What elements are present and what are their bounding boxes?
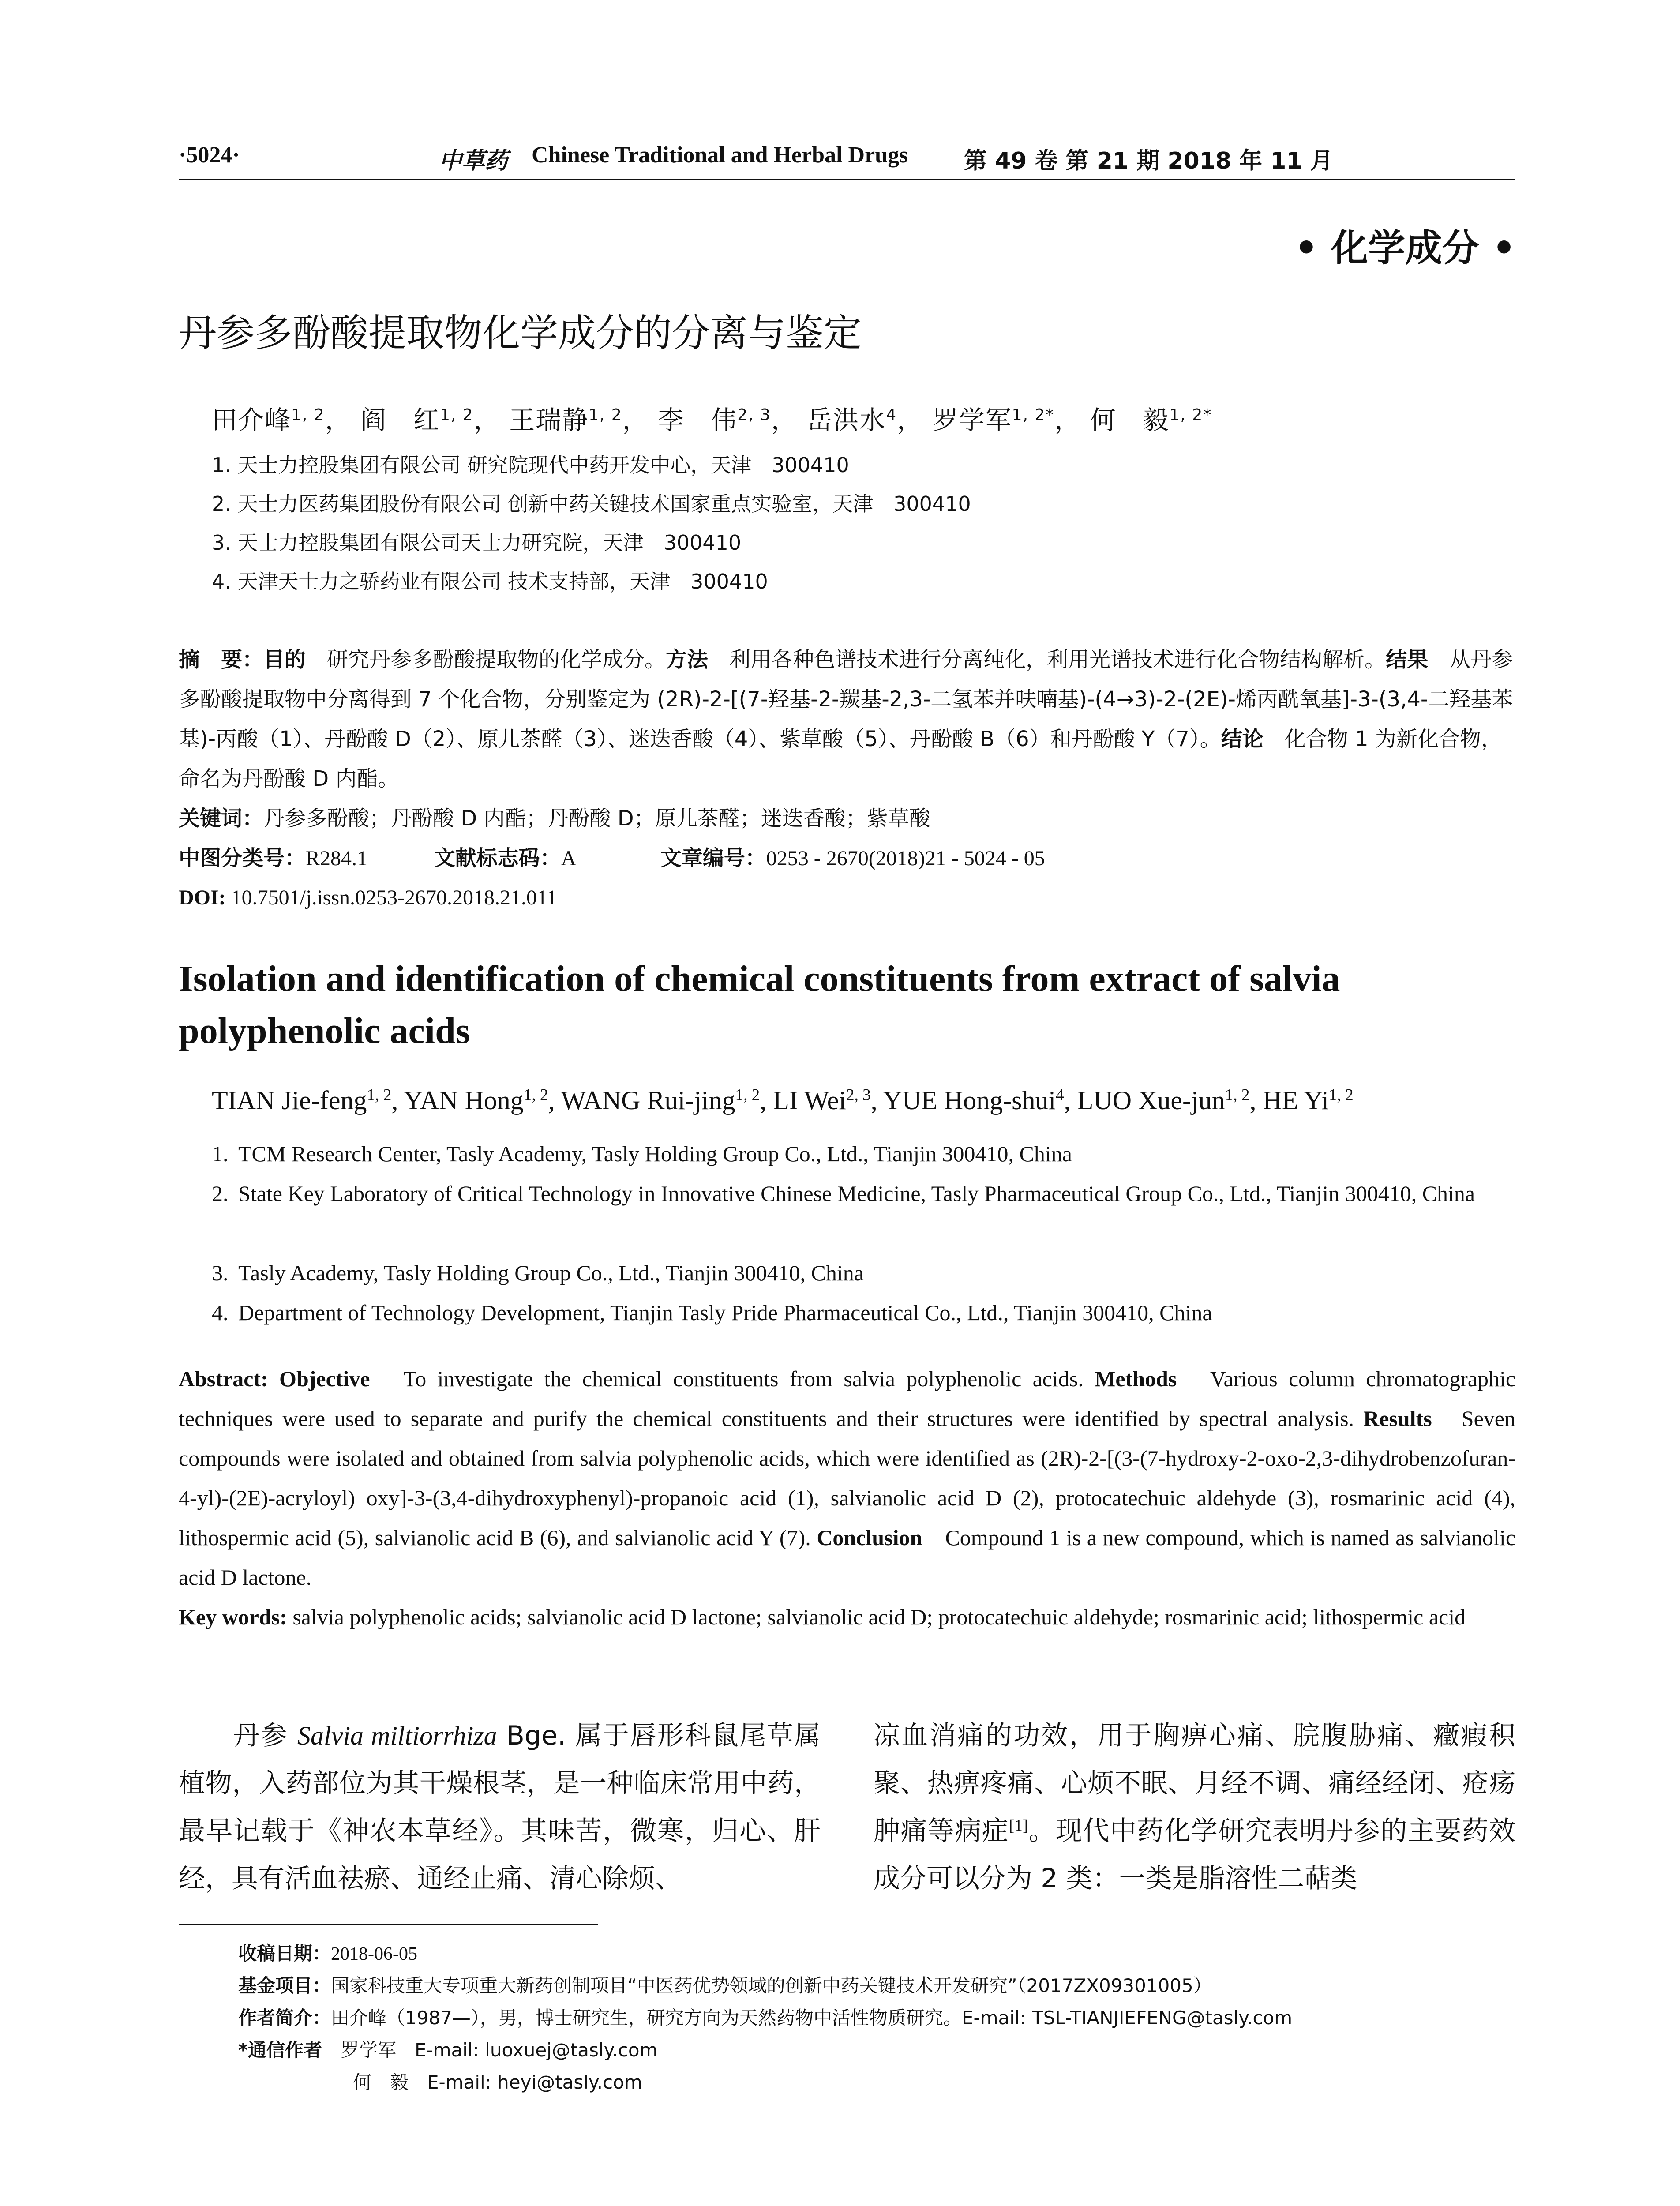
- reference-marker[interactable]: [1]: [1009, 1816, 1028, 1835]
- affiliation-text: Tasly Academy, Tasly Holding Group Co., Ltd., Tianjin 300410, China: [238, 1261, 864, 1285]
- footnote-received: [238, 1939, 417, 1966]
- results-text: Seven compounds were isolated and obtained from salvia polyphenolic acids, which were identified as (2R)-2-[(3-(7-hydroxy-2-oxo-2,3-dihydrobenzofuran-4-yl)-(2E)-acryloyl) oxy]-3-(3,4-dihydroxyphenyl)-propanoic acid (1), salvianolic acid D (2), protocatechuic aldehyde (3), rosmarinic acid (4), lithospermic acid (5), salvianolic acid B (6), and salvianolic acid Y (7).: [179, 1406, 1515, 1550]
- author-affil-sup: 4: [886, 406, 897, 424]
- affiliation-en: [212, 1174, 1515, 1213]
- footnote-corresponding: [238, 2036, 658, 2062]
- footnote-author-bio: [238, 2003, 1292, 2030]
- footnote-label: 收稿日期：: [238, 1943, 331, 1964]
- author-cn: 岳洪水: [806, 405, 886, 435]
- footnote-corresponding-2: 何 毅 E-mail: heyi@tasly.com: [353, 2071, 642, 2093]
- affiliation-number: 4.: [212, 1300, 229, 1325]
- author-en: YAN Hong: [404, 1086, 524, 1115]
- conclusion-text: Compound 1 is a new compound, which is named as salvianolic acid D lactone.: [179, 1525, 1516, 1590]
- keywords-en: [179, 1597, 1515, 1637]
- results-text: 从丹参多酚酸提取物中分离得到 7 个化合物，分别鉴定为 (2R)-2-[(7-羟基-2-羰基-2,3-二氢苯并呋喃基)-(4→3)-2-(2E)-烯丙酰氧基]-3-(3,4-二羟基苯基)-丙酸（1）、丹酚酸 D（2）、原儿茶醛（3）、迷迭香酸（4）、紫草酸（5）、丹酚酸 B（6）和丹酚酸 Y（7）。: [179, 647, 1513, 751]
- keywords-label: 关键词：: [179, 806, 264, 831]
- affiliation-text: TCM Research Center, Tasly Academy, Tasly Holding Group Co., Ltd., Tianjin 300410, China: [238, 1141, 1072, 1166]
- objective-text: To investigate the chemical constituents from salvia polyphenolic acids.: [370, 1366, 1084, 1391]
- author-affil-sup: 1, 2: [367, 1086, 392, 1104]
- author-affil-sup: 1, 2: [1328, 1086, 1354, 1104]
- author-cn: 王瑞静: [509, 405, 589, 435]
- affiliation-en: [212, 1134, 1515, 1174]
- affiliation-number: 3.: [212, 1261, 229, 1285]
- objective-text: 研究丹参多酚酸提取物的化学成分。: [306, 647, 666, 672]
- doi-label: DOI:: [179, 886, 226, 909]
- abstract-en: [179, 1359, 1515, 1597]
- affiliation-cn: 3. 天士力控股集团有限公司天士力研究院，天津 300410: [212, 531, 742, 555]
- journal-name-cn: 中草药: [439, 148, 508, 174]
- page-number: ·5024·: [179, 143, 240, 168]
- author-affil-sup: 1, 2: [440, 406, 474, 424]
- author-cn: 罗学军: [932, 405, 1012, 435]
- affiliation-number: 2.: [212, 1181, 229, 1206]
- body-text: Bge. 属于唇形科鼠尾草属植物，入药部位为其干燥根茎，是一种临床常用中药，最早记载于《神农本草经》。其味苦，微寒，归心、肝经，具有活血祛瘀、通经止痛、清心除烦、: [179, 1720, 821, 1894]
- results-label: 结果: [1386, 647, 1429, 672]
- title-cn: 丹参多酚酸提取物化学成分的分离与鉴定: [179, 311, 862, 355]
- footnote-value: 罗学军 E-mail: luoxuej@tasly.com: [322, 2039, 658, 2061]
- author-affil-sup: 4: [1056, 1086, 1064, 1104]
- article-number-value: 0253 - 2670(2018)21 - 5024 - 05: [766, 847, 1045, 870]
- abstract-label: 摘 要：: [179, 647, 264, 672]
- footnote-label: *通信作者: [238, 2039, 322, 2061]
- classification-line: [179, 838, 1515, 878]
- footnote-label: 作者简介：: [238, 2007, 331, 2029]
- authors-en: TIAN Jie-feng$^{1, 2}$, YAN Hong$^{1, 2}$, WANG Rui-jing$^{1, 2}$, LI Wei$^{2, 3}$, YUE Hong-shui$^4$, LUO Xue-jun$^{1, 2}$, HE Yi$^{1, 2}$: [212, 1086, 1354, 1115]
- author-en: LI Wei: [773, 1086, 846, 1115]
- footnote-value: 2018-06-05: [331, 1944, 417, 1964]
- objective-label: Objective: [279, 1366, 370, 1391]
- author-cn: 田介峰: [212, 405, 292, 435]
- affiliation-number: 1.: [212, 1141, 229, 1166]
- body-column-right: [874, 1712, 1515, 1902]
- body-text: 丹参: [179, 1720, 298, 1751]
- keywords-text: 丹参多酚酸；丹酚酸 D 内酯；丹酚酸 D；原儿茶醛；迷迭香酸；紫草酸: [263, 806, 930, 831]
- authors-cn: 田介峰$^{1, 2}$， 阎 红$^{1, 2}$， 王瑞静$^{1, 2}$， 李 伟$^{2, 3}$， 岳洪水$^4$， 罗学军$^{1, 2*}$， 何 毅$^{1, 2*}$: [212, 405, 1212, 435]
- title-en: Isolation and identification of chemical constituents from extract of salvia polyphenolic acids: [179, 958, 1340, 1051]
- doc-code-value: A: [561, 847, 577, 870]
- doc-code-label: 文献标志码：: [434, 846, 561, 870]
- footnote-fund: [238, 1971, 1212, 1998]
- abstract-cn: [179, 640, 1515, 799]
- author-affil-sup: 2, 3: [737, 406, 771, 424]
- keywords-cn: [179, 799, 1515, 838]
- affiliation-en: [212, 1293, 1515, 1332]
- author-en: WANG Rui-jing: [561, 1086, 735, 1115]
- affiliation-text: State Key Laboratory of Critical Technology in Innovative Chinese Medicine, Tasly Pharmaceutical Group Co., Ltd., Tianjin 300410, China: [238, 1181, 1475, 1206]
- methods-text: 利用各种色谱技术进行分离纯化，利用光谱技术进行化合物结构解析。: [708, 647, 1386, 672]
- results-label: Results: [1363, 1406, 1432, 1431]
- body-text: 。现代中药化学研究表明丹参的主要药效成分可以分为 2 类：一类是脂溶性二萜类: [874, 1816, 1515, 1894]
- author-cn: 何 毅: [1090, 405, 1170, 435]
- affiliation-cn: 2. 天士力医药集团股份有限公司 创新中药关键技术国家重点实验室，天津 300410: [212, 492, 971, 516]
- article-number-label: 文章编号：: [660, 846, 766, 870]
- objective-label: 目的: [263, 647, 306, 672]
- running-header: [179, 132, 1515, 180]
- affiliation-text: Department of Technology Development, Tianjin Tasly Pride Pharmaceutical Co., Ltd., Tianjin 300410, China: [238, 1300, 1212, 1325]
- keywords-label: Key words:: [179, 1605, 287, 1629]
- author-cn: 阎 红: [360, 405, 440, 435]
- author-en: YUE Hong-shui: [883, 1086, 1056, 1115]
- keywords-text: salvia polyphenolic acids; salvianolic acid D lactone; salvianolic acid D; protocatechuic aldehyde; rosmarinic acid; lithospermic acid: [287, 1605, 1466, 1629]
- species-name: Salvia miltiorrhiza: [297, 1721, 497, 1750]
- footnote-value: 田介峰（1987—），男，博士研究生，研究方向为天然药物中活性物质研究。E-mail: TSL-TIANJIEFENG@tasly.com: [331, 2007, 1293, 2029]
- author-affil-sup: 1, 2: [735, 1086, 760, 1104]
- author-affil-sup: 1, 2: [523, 1086, 548, 1104]
- section-label: • 化学成分 •: [1294, 226, 1516, 270]
- author-en: LUO Xue-jun: [1077, 1086, 1225, 1115]
- affiliation-cn: 4. 天津天士力之骄药业有限公司 技术支持部，天津 300410: [212, 570, 768, 593]
- affiliation-en: [212, 1253, 1515, 1293]
- footnote-divider: [179, 1924, 598, 1925]
- doi-line: [179, 878, 1515, 918]
- journal-name-en: Chinese Traditional and Herbal Drugs: [532, 143, 908, 168]
- doi-value[interactable]: 10.7501/j.issn.0253-2670.2018.21.011: [225, 886, 558, 909]
- author-en: HE Yi: [1263, 1086, 1329, 1115]
- conclusion-text: 化合物 1 为新化合物，命名为丹酚酸 D 内酯。: [179, 727, 1502, 791]
- author-affil-sup: 2, 3: [846, 1086, 871, 1104]
- abstract-label: Abstract:: [179, 1366, 268, 1391]
- conclusion-label: 结论: [1221, 727, 1264, 751]
- author-cn: 李 伟: [658, 405, 738, 435]
- methods-text: Various column chromatographic techniques were used to separate and purify the chemical constituents and their structures were identified by spectral analysis.: [179, 1366, 1516, 1431]
- clc-label: 中图分类号：: [179, 846, 306, 870]
- clc-value: R284.1: [306, 847, 368, 870]
- footnote-label: 基金项目：: [238, 1975, 331, 1996]
- author-affil-sup: 1, 2*: [1012, 406, 1055, 424]
- author-en: TIAN Jie-feng: [212, 1086, 367, 1115]
- methods-label: Methods: [1095, 1366, 1177, 1391]
- author-affil-sup: 1, 2: [589, 406, 622, 424]
- journal-issue: 第 49 卷 第 21 期 2018 年 11 月: [964, 148, 1333, 174]
- conclusion-label: Conclusion: [817, 1525, 922, 1550]
- author-affil-sup: 1, 2: [291, 406, 325, 424]
- footnote-value: 国家科技重大专项重大新药创制项目“中医药优势领域的创新中药关键技术开发研究”（2017ZX09301005）: [331, 1975, 1212, 1996]
- body-text: 凉血消痛的功效，用于胸痹心痛、脘腹胁痛、癥瘕积聚、热痹疼痛、心烦不眠、月经不调、痛经经闭、疮疡肿痛等病症: [874, 1720, 1515, 1846]
- author-affil-sup: 1, 2*: [1169, 406, 1212, 424]
- author-affil-sup: 1, 2: [1225, 1086, 1250, 1104]
- body-column-left: [179, 1712, 821, 1902]
- affiliation-cn: 1. 天士力控股集团有限公司 研究院现代中药开发中心，天津 300410: [212, 453, 849, 477]
- methods-label: 方法: [666, 647, 709, 672]
